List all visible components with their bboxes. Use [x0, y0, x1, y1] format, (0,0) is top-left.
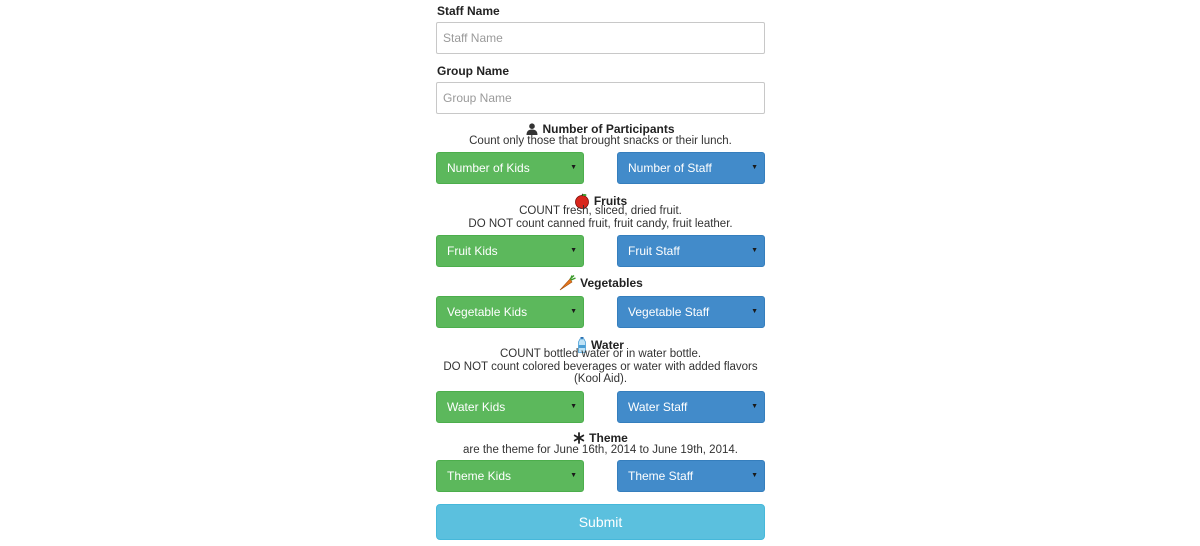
theme-title: Theme [589, 431, 628, 446]
select-value: Theme Kids [447, 469, 512, 483]
caret-down-icon: ▼ [570, 308, 577, 315]
number-of-kids-select[interactable] [436, 152, 584, 184]
vegetable-kids-select[interactable] [436, 296, 584, 328]
caret-down-icon: ▼ [570, 403, 577, 410]
select-value: Vegetable Kids [447, 305, 528, 319]
description-line: COUNT bottled water or in water bottle. [499, 348, 702, 360]
caret-down-icon: ▼ [570, 164, 577, 171]
description-line: (Kool Aid). [573, 373, 628, 385]
water-kids-select[interactable] [436, 391, 584, 423]
theme-staff-select[interactable] [617, 460, 765, 492]
submit-button[interactable]: Submit [436, 504, 765, 540]
participants-title: Number of Participants [542, 122, 675, 137]
fruit-kids-select[interactable] [436, 235, 584, 267]
staff-name-label: Staff Name [437, 4, 500, 18]
group-name-label: Group Name [437, 64, 510, 78]
caret-down-icon: ▼ [751, 247, 758, 254]
carrot-icon [558, 275, 576, 293]
description-line: DO NOT count colored beverages or water with added flavors [443, 360, 758, 373]
vegetable-staff-select[interactable] [617, 296, 765, 328]
water-staff-select[interactable] [617, 391, 765, 423]
caret-down-icon: ▼ [570, 472, 577, 479]
description-line: are the theme for June 16th, 2014 to June 19th, 2014. [463, 444, 738, 456]
select-value: Water Kids [447, 400, 506, 414]
caret-down-icon: ▼ [751, 164, 758, 171]
caret-down-icon: ▼ [751, 403, 758, 410]
caret-down-icon: ▼ [751, 308, 758, 315]
description-line: Count only those that brought snacks or their lunch. [469, 135, 732, 147]
staff-name-input[interactable] [436, 22, 765, 54]
theme-description [436, 444, 765, 457]
fruit-staff-select[interactable] [617, 235, 765, 267]
select-value: Number of Kids [447, 161, 530, 175]
select-value: Water Staff [628, 400, 688, 414]
water-description [436, 348, 765, 386]
water-title: Water [591, 338, 624, 353]
caret-down-icon: ▼ [570, 247, 577, 254]
select-value: Fruit Kids [447, 244, 498, 258]
fruits-description [436, 205, 765, 230]
description-line: DO NOT count canned fruit, fruit candy, fruit leather. [468, 217, 733, 230]
caret-down-icon: ▼ [751, 472, 758, 479]
number-of-staff-select[interactable] [617, 152, 765, 184]
select-value: Number of Staff [628, 161, 712, 175]
select-value: Vegetable Staff [628, 305, 710, 319]
vegetables-title: Vegetables [580, 276, 643, 291]
select-value: Fruit Staff [628, 244, 680, 258]
select-value: Theme Staff [628, 469, 694, 483]
vegetables-heading [436, 275, 765, 293]
participants-description [436, 135, 765, 148]
group-name-input[interactable] [436, 82, 765, 114]
fruits-title: Fruits [593, 194, 628, 209]
description-line: COUNT fresh, sliced, dried fruit. [519, 205, 682, 217]
theme-kids-select[interactable] [436, 460, 584, 492]
